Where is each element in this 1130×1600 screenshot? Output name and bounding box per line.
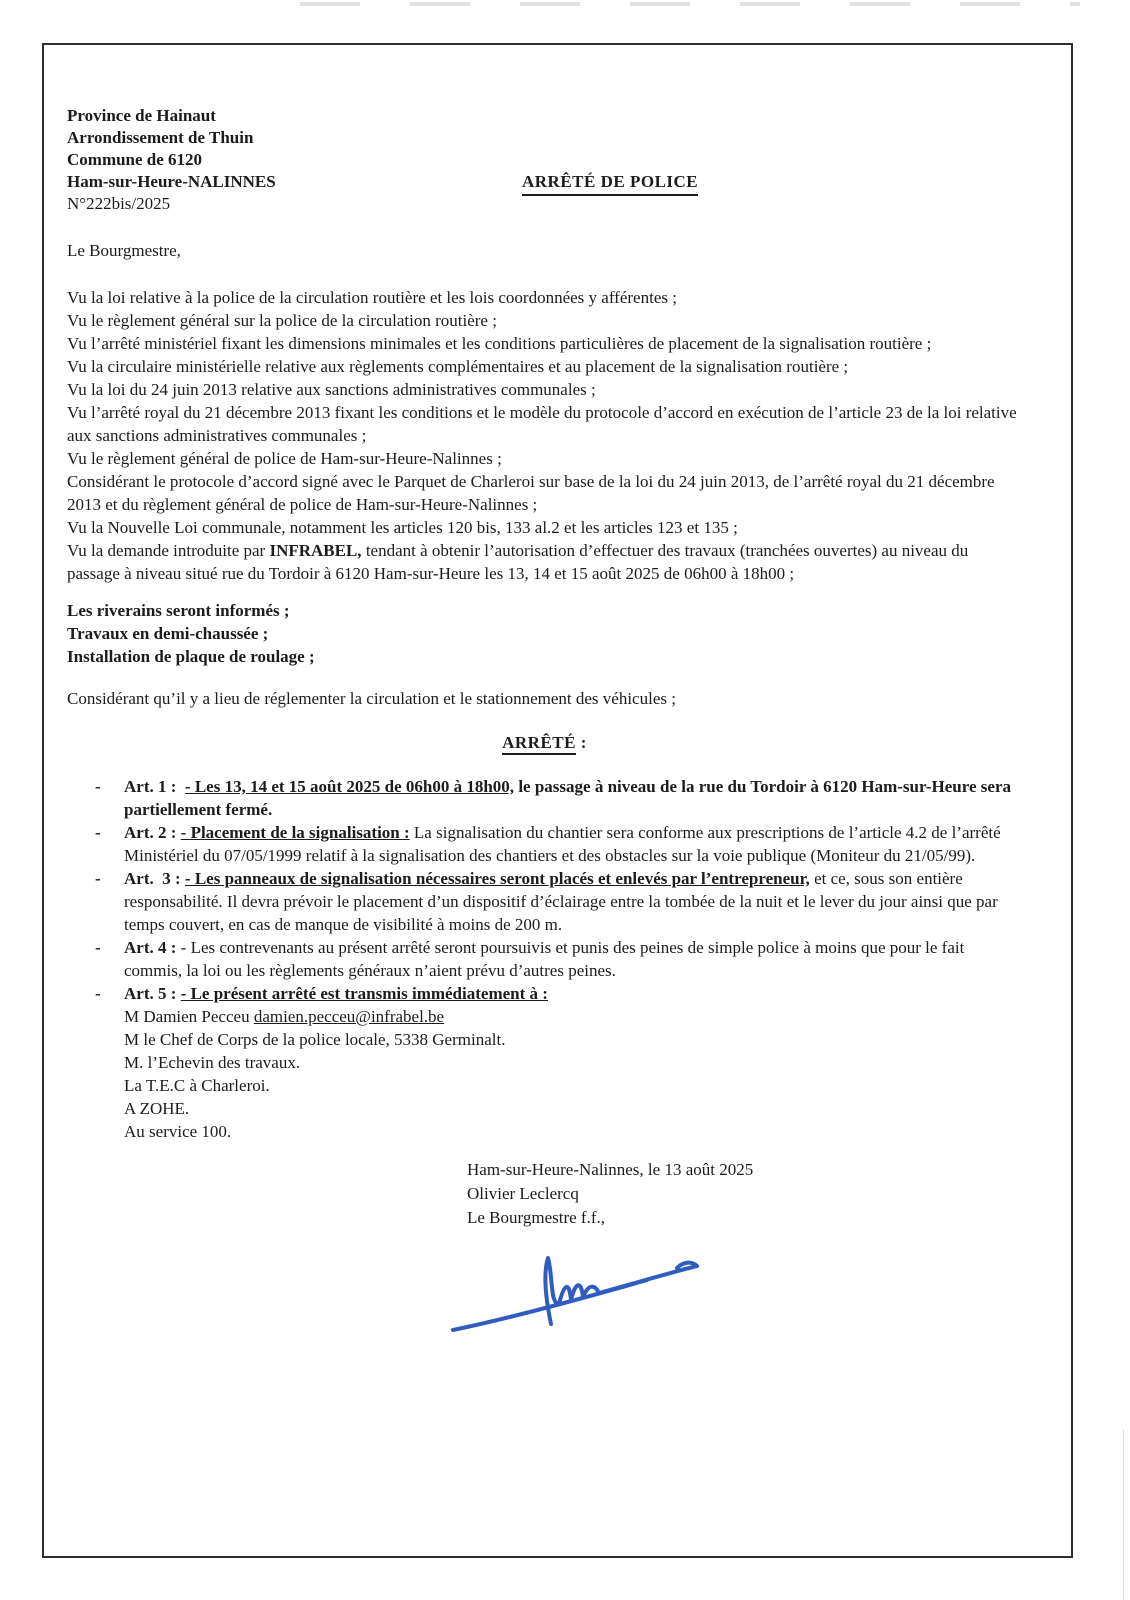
closing-place-date: Ham-sur-Heure-Nalinnes, le 13 août 2025 (467, 1160, 754, 1179)
recipient-tec: La T.E.C à Charleroi. (124, 1076, 270, 1095)
letterhead (67, 105, 1022, 215)
document-reference-number: N°222bis/2025 (67, 194, 171, 213)
recipient-service-100: Au service 100. (124, 1122, 232, 1141)
decree-heading-word: ARRÊTÉ (502, 733, 576, 755)
signer-name: Olivier Leclercq (467, 1184, 579, 1203)
recipient-echevin: M. l’Echevin des travaux. (124, 1053, 301, 1072)
email-address: damien.pecceu@infrabel.be (253, 1007, 445, 1026)
preamble (67, 286, 1022, 585)
recipient-zohe: A ZOHE. (124, 1099, 190, 1118)
document-content (67, 105, 1022, 1350)
letterhead-arrondissement: Arrondissement de Thuin (67, 128, 254, 147)
salutation: Le Bourgmestre, (67, 241, 181, 260)
letterhead-province: Province de Hainaut (67, 106, 216, 125)
bullet-dash: - (95, 777, 101, 796)
article-2: - Art. 2 : - Placement de la signalisation : La signalisation du chantier sera conforme aux prescriptions de l’article 4.2 de l’arrêté Ministériel du 07/05/1999 relatif à la signalisation des chantiers et des obstacles sur la voie publique (Moniteur du 21/05/99). (95, 823, 1001, 865)
decree-heading-colon: : (575, 733, 587, 752)
preamble-paragraph: Vu la loi du 24 juin 2013 relative aux sanctions administratives communales ; (67, 380, 596, 399)
document-page (42, 43, 1073, 1558)
article-1: - Art. 1 : - Les 13, 14 et 15 août 2025 de 06h00 à 18h00, le passage à niveau de la rue du Tordoir à 6120 Ham-sur-Heure sera partiellement fermé. (95, 777, 1012, 819)
signer-title: Le Bourgmestre f.f., (467, 1208, 606, 1227)
handwritten-signature (447, 1238, 717, 1338)
emphasis-block (67, 599, 1022, 668)
scan-artifact-right (1123, 1430, 1124, 1600)
decree-heading (67, 731, 1022, 754)
letterhead-commune: Commune de 6120 (67, 150, 203, 169)
bullet-dash: - (95, 823, 101, 842)
bullet-dash: - (95, 984, 101, 1003)
closing-block (467, 1158, 1022, 1230)
recipient-police-chief: M le Chef de Corps de la police locale, 5338 Germinalt. (124, 1030, 506, 1049)
scan-artifact-top (300, 2, 1080, 6)
recipient-pecceu: M Damien Pecceu damien.pecceu@infrabel.be (124, 1007, 445, 1026)
considering-clause: Considérant qu’il y a lieu de réglementer la circulation et le stationnement des véhicules ; (67, 689, 676, 708)
preamble-paragraph: Vu le règlement général sur la police de la circulation routière ; (67, 311, 497, 330)
bullet-dash: - (95, 869, 101, 888)
emphasis-line-residents: Les riverains seront informés ; (67, 601, 290, 620)
emphasis-line-plate: Installation de plaque de roulage ; (67, 647, 315, 666)
article-4: - Art. 4 : - Les contrevenants au présent arrêté seront poursuivis et punis des peines de simple police à moins que pour le fait commis, la loi ou les règlements généraux n’aient prévu d’autres peines. (95, 938, 965, 980)
article-5: - Art. 5 : - Le présent arrêté est transmis immédiatement à : (95, 984, 548, 1003)
document-title: ARRÊTÉ DE POLICE (522, 171, 698, 196)
preamble-paragraph: Vu la demande introduite par INFRABEL, tendant à obtenir l’autorisation d’effectuer des travaux (tranchées ouvertes) au niveau du passage à niveau situé rue du Tordoir à 6120 Ham-sur-Heure les 13, 14 et 15 août 2025 de 06h00 à 18h00 ; (67, 541, 969, 583)
articles-list (67, 775, 1022, 1005)
article-3: - Art. 3 : - Les panneaux de signalisation nécessaires seront placés et enlevés par l’entrepreneur, et ce, sous son entière responsabilité. Il devra prévoir le placement d’un dispositif d’éclairage entre la tombée de la nuit et le lever du jour ainsi que par temps couvert, en cas de manque de visibilité à moins de 200 m. (95, 869, 998, 934)
preamble-paragraph: Vu le règlement général de police de Ham-sur-Heure-Nalinnes ; (67, 449, 502, 468)
preamble-paragraph: Vu la circulaire ministérielle relative aux règlements complémentaires et au placement de la signalisation routière ; (67, 357, 849, 376)
signature-area (67, 1230, 1022, 1350)
letterhead-locality: Ham-sur-Heure-NALINNES (67, 172, 276, 191)
bullet-dash: - (95, 938, 101, 957)
preamble-paragraph: Vu la loi relative à la police de la circulation routière et les lois coordonnées y afférentes ; (67, 288, 677, 307)
recipients-list (67, 1005, 1022, 1143)
emphasis-line-works: Travaux en demi-chaussée ; (67, 624, 269, 643)
preamble-paragraph: Vu l’arrêté ministériel fixant les dimensions minimales et les conditions particulières de placement de la signalisation routière ; (67, 334, 932, 353)
preamble-paragraph: Vu la Nouvelle Loi communale, notamment les articles 120 bis, 133 al.2 et les articles 123 et 135 ; (67, 518, 738, 537)
preamble-paragraph: Vu l’arrêté royal du 21 décembre 2013 fixant les conditions et le modèle du protocole d’accord en exécution de l’article 23 de la loi relative aux sanctions administratives communales ; (67, 403, 1017, 445)
preamble-paragraph: Considérant le protocole d’accord signé avec le Parquet de Charleroi sur base de la loi du 24 juin 2013, de l’arrêté royal du 21 décembre 2013 et du règlement général de police de Ham-sur-Heure-Nalinnes ; (67, 472, 995, 514)
